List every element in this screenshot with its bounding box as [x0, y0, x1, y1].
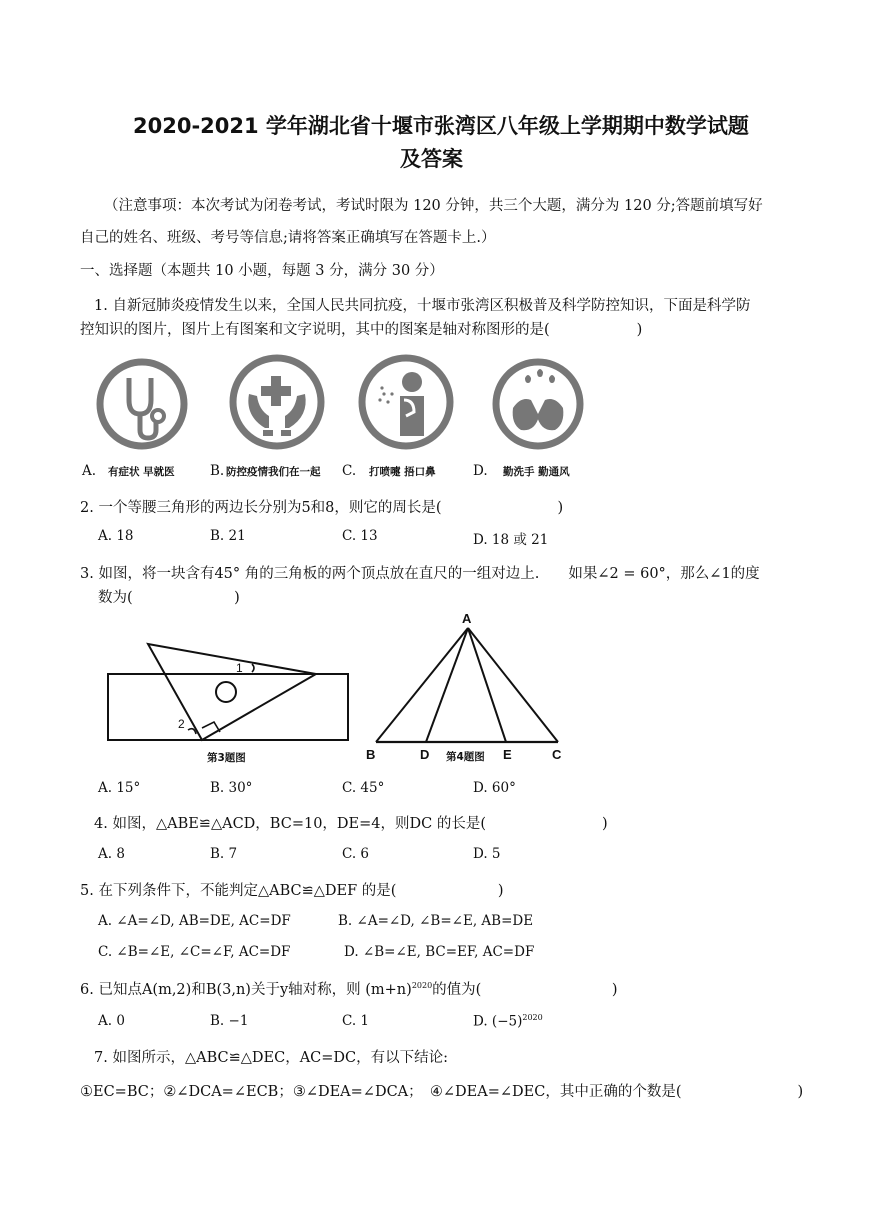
- question-4-stem: 4. 如图，△ABE≌△ACD，BC=10，DE=4，则DC 的长是( ): [94, 816, 608, 832]
- option-letter[interactable]: A.: [82, 463, 97, 479]
- vertex-d-label: D: [420, 747, 430, 762]
- page-title: 2020-2021 学年湖北省十堰市张湾区八年级上学期期中数学试题: [133, 114, 749, 138]
- option-letter[interactable]: C.: [342, 463, 357, 479]
- notice-line: 自己的姓名、班级、考号等信息;请将答案正确填写在答题卡上.）: [80, 230, 496, 246]
- question-6-stem-main: 6. 已知点A(m,2)和B(3,n)关于y轴对称，则 (m+n): [80, 982, 412, 998]
- vertex-b-label: B: [366, 747, 376, 762]
- handwash-icon: [491, 356, 586, 454]
- option-caption: 勤洗手 勤通风: [503, 466, 570, 478]
- option-d[interactable]: D. 18 或 21: [473, 532, 549, 548]
- exponent: 2020: [411, 981, 433, 991]
- option-letter[interactable]: D.: [473, 463, 488, 479]
- option-d[interactable]: D. 5: [473, 846, 501, 862]
- option-caption: 有症状 早就医: [108, 466, 175, 478]
- option-caption: 防控疫情我们在一起: [226, 466, 321, 478]
- angle-2-label: 2: [178, 717, 185, 731]
- option-c[interactable]: C. 13: [342, 528, 378, 544]
- question-3-stem: 3. 如图，将一块含有45° 角的三角板的两个顶点放在直尺的一组对边上. 如果∠2 = 60°，那么∠1的度: [80, 566, 760, 582]
- question-6-stem: [80, 978, 618, 999]
- figure-3-caption: 第3题图: [207, 752, 246, 764]
- question-5-stem: 5. 在下列条件下，不能判定△ABC≌△DEF 的是( ): [80, 883, 504, 899]
- option-caption: 打喷嚏 捂口鼻: [369, 466, 436, 478]
- option-b[interactable]: B. 21: [210, 528, 246, 544]
- question-7-stem: 7. 如图所示，△ABC≌△DEC，AC=DC，有以下结论:: [94, 1050, 449, 1066]
- question-2-stem: 2. 一个等腰三角形的两边长分别为5和8，则它的周长是( ): [80, 500, 564, 516]
- stethoscope-icon: [96, 356, 188, 454]
- option-a[interactable]: A. 8: [98, 846, 125, 862]
- vertex-a-label: A: [462, 611, 472, 626]
- option-c[interactable]: C. 45°: [342, 780, 385, 796]
- option-a[interactable]: A. 0: [98, 1013, 125, 1029]
- option-letter[interactable]: B.: [210, 463, 225, 479]
- option-d[interactable]: [473, 1013, 543, 1030]
- option-b[interactable]: B. −1: [210, 1013, 249, 1029]
- exponent: 2020: [522, 1013, 543, 1022]
- option-a[interactable]: A. ∠A=∠D, AB=DE, AC=DF: [98, 913, 291, 929]
- figure-4-triangle: [364, 608, 568, 766]
- figure-4-caption: 第4题图: [446, 751, 485, 763]
- option-a[interactable]: A. 18: [98, 528, 134, 544]
- figure-3-ruler-triangle: [104, 636, 352, 768]
- option-a[interactable]: A. 15°: [98, 780, 141, 796]
- question-1-stem: 1. 自新冠肺炎疫情发生以来，全国人民共同抗疫，十堰市张湾区积极普及科学防控知识，下面是科学防: [94, 298, 751, 314]
- vertex-c-label: C: [552, 747, 562, 762]
- hands-cross-icon: [229, 354, 326, 454]
- option-c[interactable]: C. 6: [342, 846, 370, 862]
- sneeze-icon: [358, 354, 455, 454]
- page-title-line2: 及答案: [400, 147, 463, 171]
- notice-line: （注意事项：本次考试为闭卷考试，考试时限为 120 分钟，共三个大题，满分为 120 分;答题前填写好: [104, 198, 763, 214]
- option-d-text: D. (−5): [473, 1013, 523, 1030]
- question-7-conclusions: ①EC=BC；②∠DCA=∠ECB；③∠DEA=∠DCA； ④∠DEA=∠DEC，其中正确的个数是( ): [80, 1084, 804, 1100]
- vertex-e-label: E: [503, 747, 512, 762]
- question-6-stem-tail: 的值为( ): [432, 982, 618, 998]
- angle-1-label: 1: [236, 661, 243, 675]
- question-1-stem-cont: 控知识的图片，图片上有图案和文字说明，其中的图案是轴对称图形的是( ): [80, 322, 643, 338]
- section-heading: 一、选择题（本题共 10 小题，每题 3 分，满分 30 分）: [80, 263, 444, 279]
- option-c[interactable]: C. 1: [342, 1013, 370, 1029]
- question-3-stem-cont: 数为( ): [98, 590, 240, 606]
- option-b[interactable]: B. 30°: [210, 780, 253, 796]
- option-c[interactable]: C. ∠B=∠E, ∠C=∠F, AC=DF: [98, 944, 291, 960]
- option-b[interactable]: B. 7: [210, 846, 238, 862]
- option-b[interactable]: B. ∠A=∠D, ∠B=∠E, AB=DE: [338, 913, 534, 929]
- option-d[interactable]: D. ∠B=∠E, BC=EF, AC=DF: [344, 944, 535, 960]
- option-d[interactable]: D. 60°: [473, 780, 516, 796]
